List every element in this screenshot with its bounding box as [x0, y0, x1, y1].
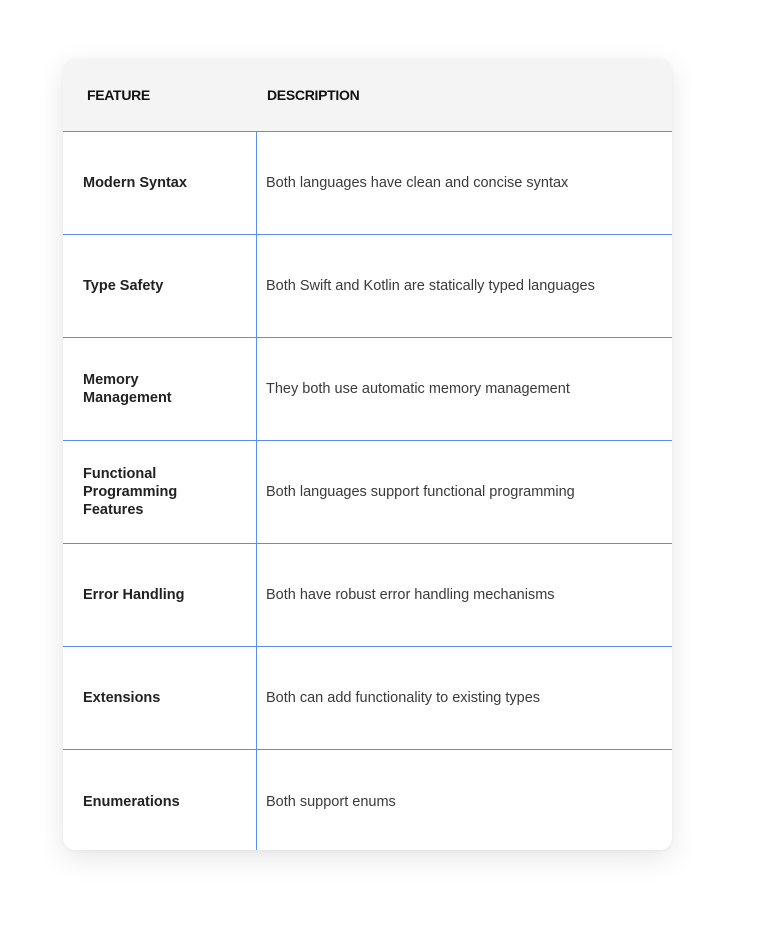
table-row — [63, 750, 672, 850]
feature-cell: Type Safety — [63, 235, 257, 337]
table-row — [63, 235, 672, 338]
table-row — [63, 441, 672, 544]
comparison-table-card — [63, 59, 672, 850]
table-header — [63, 59, 672, 132]
description-cell: They both use automatic memory management — [266, 381, 570, 397]
table-row — [63, 544, 672, 647]
feature-cell: Modern Syntax — [63, 132, 257, 234]
feature-cell: Memory Management — [63, 338, 257, 440]
description-cell: Both languages support functional programming — [266, 484, 575, 500]
table-row — [63, 338, 672, 441]
column-header-feature: FEATURE — [87, 87, 150, 103]
feature-cell: Functional Programming Features — [63, 441, 257, 543]
description-cell: Both have robust error handling mechanisms — [266, 587, 555, 603]
feature-cell: Error Handling — [63, 544, 257, 646]
description-cell: Both languages have clean and concise syntax — [266, 175, 569, 191]
description-cell: Both support enums — [266, 794, 396, 810]
table-row — [63, 132, 672, 235]
table-row — [63, 647, 672, 750]
feature-cell: Extensions — [63, 647, 257, 749]
feature-cell: Enumerations — [63, 750, 257, 850]
description-cell: Both Swift and Kotlin are statically typed languages — [266, 278, 595, 294]
table-body — [63, 132, 672, 850]
description-cell: Both can add functionality to existing types — [266, 690, 541, 706]
column-header-description: DESCRIPTION — [267, 87, 360, 103]
